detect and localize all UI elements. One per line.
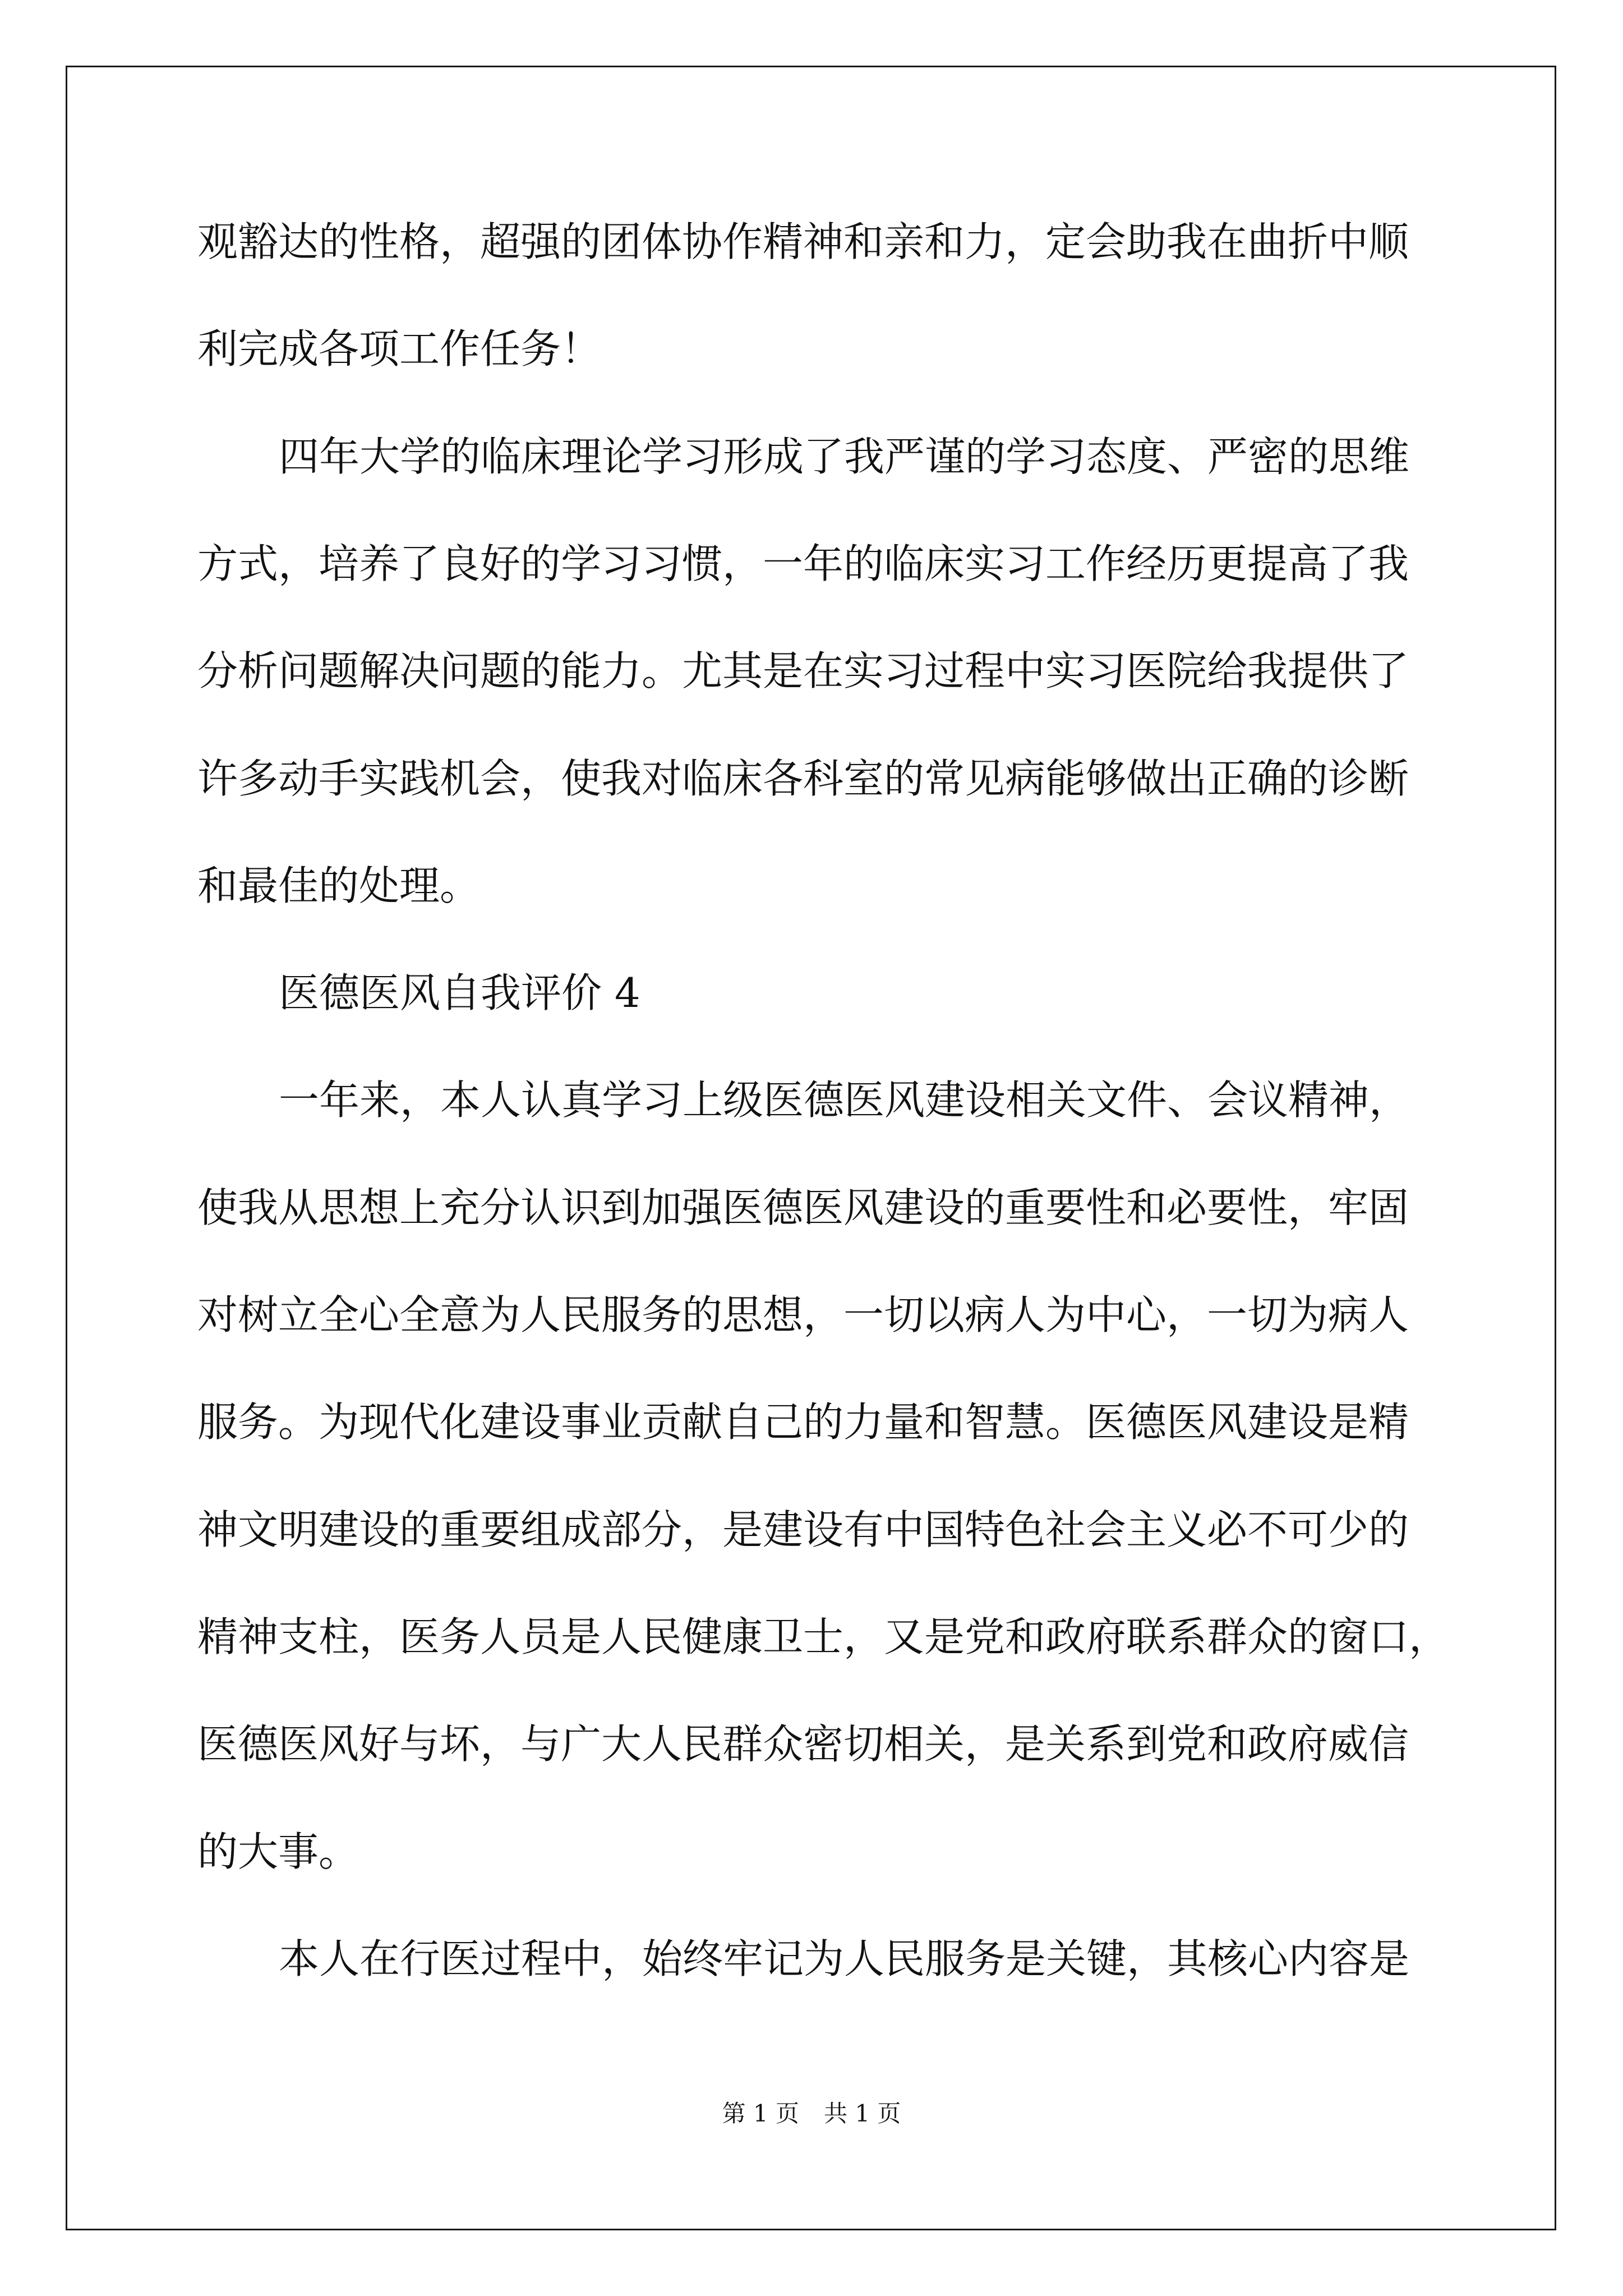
body-text-line: 对树立全心全意为人民服务的思想，一切以病人为中心，一切为病人 xyxy=(197,1291,1409,1338)
body-text-line: 和最佳的处理。 xyxy=(197,862,481,909)
body-text-line: 观豁达的性格，超强的团体协作精神和亲和力，定会助我在曲折中顺 xyxy=(197,218,1409,265)
body-text-line: 许多动手实践机会，使我对临床各科室的常见病能够做出正确的诊断 xyxy=(197,755,1409,802)
paragraph-first-line: 一年来，本人认真学习上级医德医风建设相关文件、会议精神， xyxy=(279,1076,1410,1124)
body-text-line: 分析问题解决问题的能力。尤其是在实习过程中实习医院给我提供了 xyxy=(197,647,1409,694)
body-text-line: 精神支柱，医务人员是人民健康卫士，又是党和政府联系群众的窗口， xyxy=(197,1613,1450,1660)
body-text-line: 使我从思想上充分认识到加强医德医风建设的重要性和必要性，牢固 xyxy=(197,1184,1409,1231)
page-number: 第 1 页 xyxy=(722,2100,799,2127)
total-pages: 共 1 页 xyxy=(824,2100,901,2127)
body-text-line: 利完成各项工作任务！ xyxy=(197,325,602,372)
section-heading: 医德医风自我评价 4 xyxy=(279,969,640,1016)
body-text-line: 的大事。 xyxy=(197,1828,359,1875)
body-text-line: 医德医风好与坏，与广大人民群众密切相关，是关系到党和政府威信 xyxy=(197,1720,1409,1768)
body-text-line: 神文明建设的重要组成部分，是建设有中国特色社会主义必不可少的 xyxy=(197,1506,1409,1553)
body-text-line: 方式，培养了良好的学习习惯，一年的临床实习工作经历更提高了我 xyxy=(197,540,1409,587)
page-footer xyxy=(0,2098,1623,2129)
page-border xyxy=(66,66,1556,2230)
paragraph-first-line: 四年大学的临床理论学习形成了我严谨的学习态度、严密的思维 xyxy=(279,433,1410,480)
body-text-line: 服务。为现代化建设事业贡献自己的力量和智慧。医德医风建设是精 xyxy=(197,1398,1409,1446)
paragraph-first-line: 本人在行医过程中，始终牢记为人民服务是关键，其核心内容是 xyxy=(279,1935,1410,1982)
